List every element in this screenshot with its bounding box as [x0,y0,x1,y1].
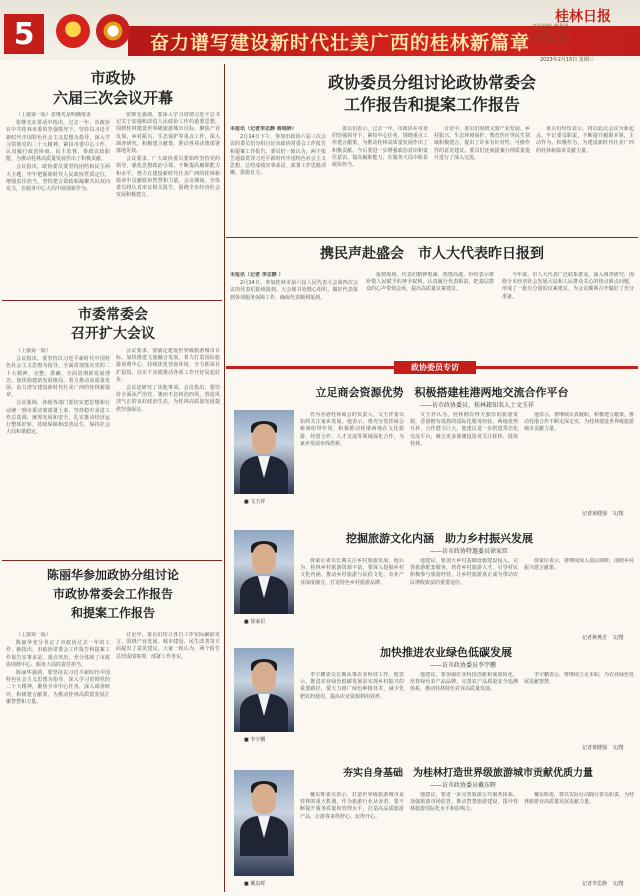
interview-body [300,558,404,640]
photo-caption: ■ 文玉祥 [244,499,266,505]
title-line: 六届三次会议开幕 [52,89,173,107]
photo-caption: ■ 戴东晖 [244,881,266,887]
column-divider [224,64,225,892]
title-line: 市委常委会 [78,307,148,323]
interview-title: 立足商会资源优势 积极搭建桂港两地交流合作平台 [315,386,569,399]
edition-line: 责任校对 夏祥杰 [532,38,569,44]
interview-subtitle: ——访市政协委员李宇鹏 [430,662,497,669]
article-body [6,112,110,296]
interview-title: 挖掘旅游文化内涵 助力乡村振兴发展 [346,532,533,545]
article-lead: （上接第一版）张继光是明确要求 [16,112,92,118]
interview-subtitle: ——访市政协委员、桂林籍知名人士文玉祥 [420,402,535,409]
paragraph: 徐家臣委员长期关注乡村旅游发展。他认为，桂林乡村旅游资源丰富，要深入挖掘乡村文化内涵，推动乡村旅游与民俗文化、农业产业深度融合，打造特色乡村旅游品牌。 [300,558,404,586]
title-line: 召开扩大会议 [71,326,155,342]
paragraph: 陈丽华充分肯定了市政协过去一年的工作，她指出，市政协常委会工作报告和提案工作报告实事求是、重点突出，充分体现了市政协围绕中心、服务大局的责任担当。 [6,640,110,668]
interview-body [524,558,634,632]
interview-body [300,792,404,890]
interview-credit: 记者黄健强 文/图 [582,745,624,751]
paragraph: 会议要求，要锚定建设世界级旅游城市目标，加快推进文旅融合发展，着力打造国际旅游消费中心，持续优化营商环境，全力抓项目扩投资，以实干实绩推动各项工作开好局起好步。 [116,348,220,383]
interviewee-photo [234,410,294,494]
article-lead: （上接第一版） [16,632,52,638]
article-divider [2,560,222,561]
paragraph: 会议强调，各级各部门要切实把思想和行动统一到市委决策部署上来，坚持稳中求进工作总基调，统筹发展和安全，扎实推动经济运行整体好转，持续保障和改善民生，保持社会大局和谐稳定。 [6,400,110,436]
article-body [230,272,358,356]
interview-credit: 记者黄健强 文/图 [582,511,624,517]
interview-credit: 记者蒋燕芳 文/图 [582,635,624,641]
article-lead: （上接第一版） [16,348,52,354]
interview-body [300,412,404,516]
article-title [8,306,218,344]
cppcc-emblem-icon [96,14,130,48]
interview-title: 夯实自身基础 为桂林打造世界级旅游城市贡献优质力量 [343,768,593,779]
interview-body [410,792,518,890]
article-byline: 本报讯（记者李志静 蒋瑞婷） [230,126,297,132]
paragraph: 2月14日，参加桂林市第六届人民代表大会第四次会议的代表们陆续报到。大会秘书处精心组织，做好代表报到各项服务保障工作，确保代表顺利报到。 [230,280,358,301]
article-byline: 本报讯（记者 李志静 ） [230,272,284,278]
section-label: 政协委员专访 [394,361,476,374]
paragraph: 2月14日下午，参加市政协六届三次会议的委员们分组讨论市政协常委会工作报告和提案工作报告。委员们一致认为，两个报告通篇贯穿习近平新时代中国特色社会主义思想，总结成绩实事求是，部署工作思路清晰、措施有力。 [230,134,326,177]
interview-title: 加快推进农业绿色低碳发展 [380,646,512,659]
edition-line: 美术编辑 刘 军 [532,31,566,37]
paragraph: 陈丽华强调，要坚持以习近平新时代中国特色社会主义思想为指导，深入学习贯彻党的二十大精神，聚焦全市中心任务，深入调查研究，积极建言献策，为推动桂林高质量发展汇聚智慧和力量。 [6,670,110,705]
photo-caption: ■ 李宇鹏 [244,737,266,743]
article-divider [226,237,638,238]
interview-body [524,412,634,508]
title-line: 陈丽华参加政协分组讨论 [46,568,179,582]
title-line: 和提案工作报告 [70,606,155,620]
article-divider [2,300,222,301]
interview-body [410,412,518,516]
interview-subtitle: ——访市政协特邀委员徐家臣 [430,548,509,555]
article-title [230,72,634,116]
article-body [116,632,220,890]
page-headline: 奋力谱写建设新时代壮美广西的桂林新篇章 [150,32,531,54]
paragraph: 会议还研究了其他事项。会议指出，要坚持全面从严治党，驰而不息纠治四风，营造风清气正的良好政治生态，为桂林高质量发展提供坚强保证。 [116,385,220,413]
article-body [116,348,220,556]
article-body [6,632,110,890]
paragraph: 李宇鹏表示，将继续立足本职，为农业绿色发展贡献智慧。 [524,672,634,686]
paragraph: 李宇鹏委员长期从事农业科技工作。他表示，推进农业绿色低碳发展是实现乡村振兴的重要路径，要大力推广绿色种植技术，减少化肥农药使用，提高农业资源利用效率。 [300,672,404,700]
paragraph: 讨论中，委员们围绕文旅产业发展、乡村振兴、生态环境保护、教育医疗等民生领域积极建言，提出了许多有针对性、可操作性的意见建议。委员们还就提案办理质量提升进行了深入交流。 [434,126,530,161]
interview-subtitle: ——访市政协委员戴东晖 [430,782,497,789]
paragraph: 戴东晖说，将以实际行动践行委员职责，为桂林旅游业高质量发展贡献力量。 [524,792,634,806]
paragraph: 他建议，要进一步完善旅游公共服务体系，加强旅游市场监管，推动智慧旅游建设，提升桂林旅游国际化水平和影响力。 [410,792,518,813]
paragraph: 会议要求，广大政协委员要始终坚持党的领导，强化思想政治引领，不断提高履职能力和水平，努力在建设新时代壮美广西的桂林新篇章中贡献政协智慧和力量。会议期间，全体委员将认真审议相关报告，围绕全市经济社会发展积极建言。 [116,156,220,199]
party-emblem-icon [56,14,90,48]
interviewee-photo [234,770,294,876]
article-body [6,348,110,556]
paragraph: 会议指出，要坚持以习近平新时代中国特色社会主义思想为指导，全面贯彻落实党的二十大精神，完整、准确、全面贯彻新发展理念，加快构建新发展格局，着力推动高质量发展，奋力谱写建设新时代壮美广西的桂林新篇章。 [6,356,110,399]
paragraph: 作为香港桂林商会的负责人，文玉祥委员始终关注家乡发展。他表示，将充分发挥商会桥梁纽带作用，积极推动桂港两地在文化旅游、经贸合作、人才交流等领域深化合作，为家乡发展牵线搭桥。 [300,412,404,447]
newspaper-logo: 桂林日报 [555,9,611,25]
interview-body [524,792,634,876]
article-body [536,126,634,234]
paragraph: 报到现场，代表们精神饱满、热情高涨，纷纷表示将珍惜人民赋予的神圣权利，认真履行代表职责，把基层群众的心声带到会场，提出高质量议案建议。 [366,272,494,293]
paragraph: 张继光强调，要深入学习贯彻习近平总书记关于加强和改进人民政协工作的重要思想，围绕桂林建设世界级旅游城市目标，聚焦产业发展、乡村振兴、生态保护等重点工作，深入调查研究，积极建言献策，推动各项决策部署落地见效。 [116,112,220,155]
interview-body [410,672,518,750]
edition-line: 责任编辑 蒋利强 [532,24,569,30]
paragraph: 讨论中，委员们结合各自工作实际踊跃发言，围绕产业发展、城市建设、民生改善等方面提出了意见建议。大家一致认为，两个报告总结成绩客观，部署工作务实。 [116,632,220,660]
paragraph: 他建议，要加强农业科技创新和成果转化，培育绿色农产品品牌，完善农产品质量安全追溯体系，推动桂林特色农业高质量发展。 [410,672,518,693]
page-number: 5 [4,14,44,54]
paragraph: 今年来，市人大代表广泛联系群众，深入调查研究，围绕全市经济社会发展大局和人民群众关心的热点难点问题，形成了一批有分量的议案建议，为会议顺利召开做好了充分准备。 [502,272,634,300]
issue-date: 2023年2月15日 星期三 [540,57,594,63]
article-title [8,566,218,623]
paragraph: 委员们表示，过去一年，市政协在市委的坚强领导下，紧扣中心任务，围绕重点工作建言献策，为推动桂林高质量发展作出了积极贡献。今后要进一步增强政治意识和责任意识，提高履职能力，在服务大局中彰显政协担当。 [332,126,428,169]
paragraph: 徐家臣表示，将继续深入基层调研，围绕乡村振兴建言献策。 [524,558,634,572]
article-body [116,112,220,296]
paragraph: 戴东晖委员表示，打造世界级旅游城市是桂林的重大机遇。作为旅游行业从业者，要不断提升服务质量和管理水平，打造高品质旅游产品，让游客来得舒心、玩得开心。 [300,792,404,820]
interview-body [524,672,634,742]
interviewee-photo [234,648,294,732]
section-banner [226,361,638,374]
interview-credit: 记者李思静 文/图 [582,881,624,887]
title-line: 工作报告和提案工作报告 [343,95,520,114]
paragraph: 文玉祥认为，桂林拥有得天独厚的旅游资源，香港拥有成熟的国际化服务经验，两地优势互补，合作潜力巨大。他建议进一步搭建常态化交流平台，吸引更多港澳投资者关注桂林、投资桂林。 [410,412,518,447]
paragraph: 会议指出，政协委员要坚持团结和民主两大主题，牢牢把握新时代人民政协性质定位，增强责任担当，坚持建言资政和凝聚共识双向发力，在服务中心大局中展现新作为。 [6,164,110,193]
article-body [332,126,428,234]
article-title: 携民声赴盛会 市人大代表昨日报到 [320,246,544,262]
paragraph: 委员们纷纷表示，将以此次会议为新起点，牢记委员职责，不断提升履职本领，主动作为、积极作为，为建设新时代壮美广西的桂林新篇章贡献力量。 [536,126,634,154]
interview-body [300,672,404,750]
edition-credits [532,24,632,45]
paragraph: 他建议，要加大乡村基础设施建设投入，完善旅游配套服务，培育乡村旅游人才，引导村民积极参与旅游经营，让乡村旅游真正成为带动农民增收致富的重要途径。 [410,558,518,586]
interviewee-photo [234,530,294,614]
title-line: 市政协常委会工作报告 [52,587,173,601]
masthead [0,0,640,62]
article-body [434,126,530,234]
photo-caption: ■ 徐家臣 [244,619,266,625]
article-body [230,126,326,234]
title-line: 政协委员分组讨论政协常委会 [327,73,536,92]
paragraph: 张继光在讲话中指出，过去一年，市政协在中共桂林市委的坚强领导下，坚持以习近平新时代中国特色社会主义思想为指导，深入学习贯彻党的二十大精神，紧扣市委中心工作，认真履行政治协商、民主监督、参政议政职能，为推动桂林高质量发展作出了积极贡献。 [6,120,110,163]
article-body [502,272,634,356]
paragraph: 他表示，将继续认真履职，积极建言献策，推动桂港合作不断走深走实，为桂林建设世界级旅游城市贡献力量。 [524,412,634,433]
article-title [8,68,218,108]
title-line: 市政协 [90,69,136,87]
interview-body [410,558,518,640]
article-body [366,272,494,356]
